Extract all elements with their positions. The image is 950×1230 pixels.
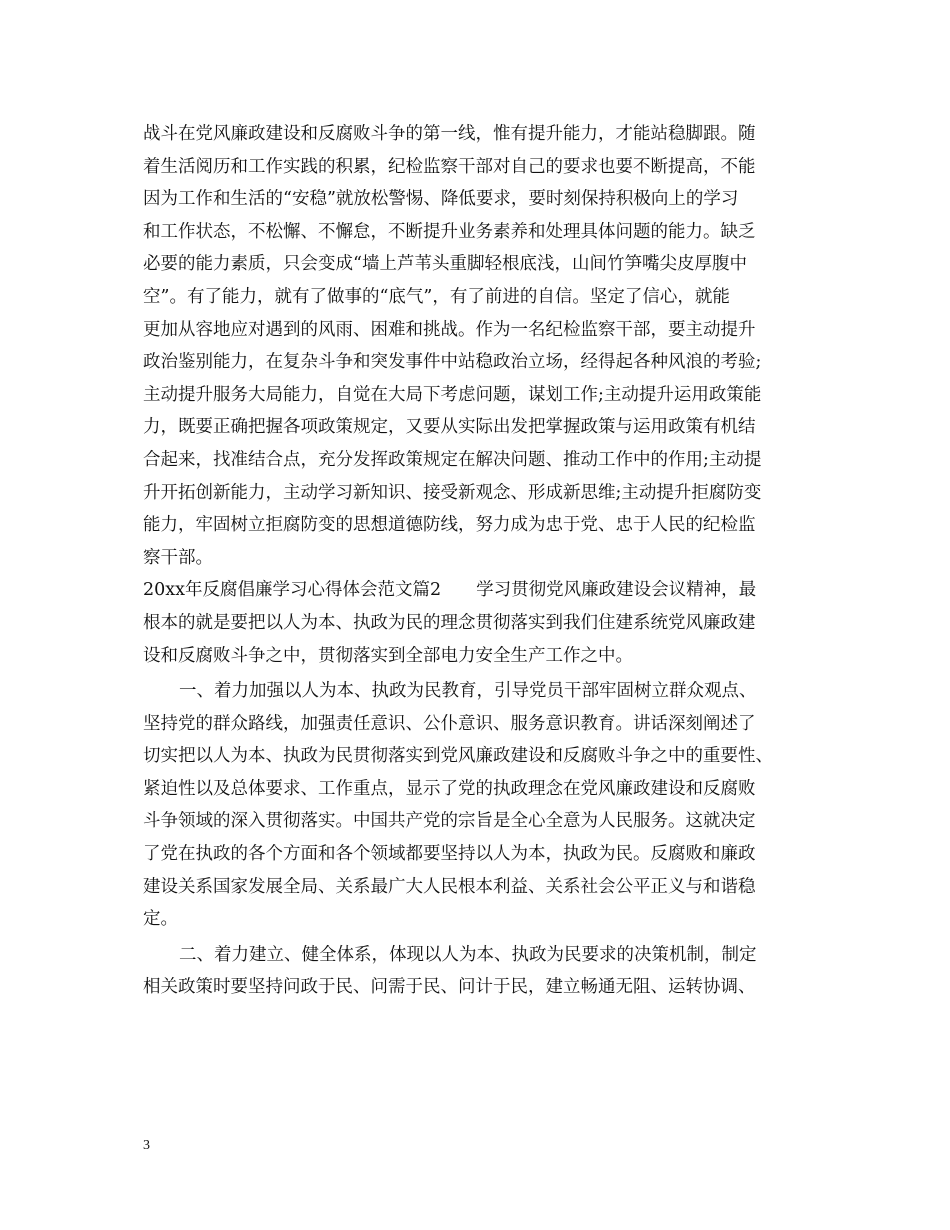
text-line: 合起来，找准结合点，充分发挥政策规定在解决问题、推动工作中的作用;主动提 [143, 449, 762, 470]
text-line: 更加从容地应对遇到的风雨、困难和挑战。作为一名纪检监察干部，要主动提升 [143, 319, 756, 340]
text-line: 政治鉴别能力，在复杂斗争和突发事件中站稳政治立场，经得起各种风浪的考验; [143, 352, 762, 373]
text-line: 紧迫性以及总体要求、工作重点，显示了党的执政理念在党风廉政建设和反腐败 [143, 778, 756, 799]
text-line: 了党在执政的各个方面和各个领域都要坚持以人为本，执政为民。反腐败和廉政 [143, 844, 756, 865]
text-line: 战斗在党风廉政建设和反腐败斗争的第一线，惟有提升能力，才能站稳脚跟。随 [143, 124, 756, 144]
text-line: 察干部。 [143, 547, 213, 568]
page-number: 3 [143, 1138, 150, 1153]
paragraph-ability [143, 118, 825, 574]
text-line: 能力，牢固树立拒腐防变的思想道德防线，努力成为忠于党、忠于人民的纪检监 [143, 515, 756, 536]
text-line: 力，既要正确把握各项政策规定，又要从实际出发把掌握政策与运用政策有机结 [143, 417, 756, 438]
text-line: 升开拓创新能力，主动学习新知识、接受新观念、形成新思维;主动提升拒腐防变 [143, 482, 762, 503]
text-line: 因为工作和生活的“安稳”就放松警惕、降低要求，要时刻保持积极向上的学习 [143, 189, 739, 210]
text-line: 斗争领域的深入贯彻落实。中国共产党的宗旨是全心全意为人民服务。这就决定 [143, 811, 756, 832]
text-line: 根本的就是要把以人为本、执政为民的理念贯彻落实到我们住建系统党风廉政建 [143, 612, 756, 633]
text-line: 二、着力建立、健全体系，体现以人为本、执政为民要求的决策机制，制定 [179, 944, 757, 965]
text-line: 建设关系国家发展全局、关系最广大人民根本利益、关系社会公平正义与和谐稳 [143, 876, 756, 897]
paragraph-article-heading [143, 574, 825, 672]
paragraph-point-one [143, 675, 825, 936]
text-line: 一、着力加强以人为本、执政为民教育，引导党员干部牢固树立群众观点、 [179, 681, 757, 702]
text-line: 切实把以人为本、执政为民贯彻落实到党风廉政建设和反腐败斗争之中的重要性、 [143, 746, 773, 767]
document-body [143, 118, 825, 1004]
text-line: 定。 [143, 909, 178, 930]
text-line: 相关政策时要坚持问政于民、问需于民、问计于民，建立畅通无阻、运转协调、 [143, 977, 756, 998]
text-line: 和工作状态，不松懈、不懈怠，不断提升业务素养和处理具体问题的能力。缺乏 [143, 221, 756, 242]
text-line: 20xx年反腐倡廉学习心得体会范文篇2 学习贯彻党风廉政建设会议精神，最 [143, 580, 757, 601]
text-line: 设和反腐败斗争之中，贯彻落实到全部电力安全生产工作之中。 [143, 645, 633, 666]
text-line: 坚持党的群众路线，加强责任意识、公仆意识、服务意识教育。讲话深刻阐述了 [143, 713, 756, 734]
text-line: 主动提升服务大局能力，自觉在大局下考虑问题，谋划工作;主动提升运用政策能 [143, 384, 762, 405]
paragraph-point-two [143, 939, 825, 1004]
text-line: 着生活阅历和工作实践的积累，纪检监察干部对自己的要求也要不断提高，不能 [143, 156, 756, 177]
text-line: 必要的能力素质，只会变成“墙上芦苇头重脚轻根底浅，山间竹笋嘴尖皮厚腹中 [143, 254, 747, 275]
text-line: 空”。有了能力，就有了做事的“底气”，有了前进的自信。坚定了信心，就能 [143, 286, 730, 307]
